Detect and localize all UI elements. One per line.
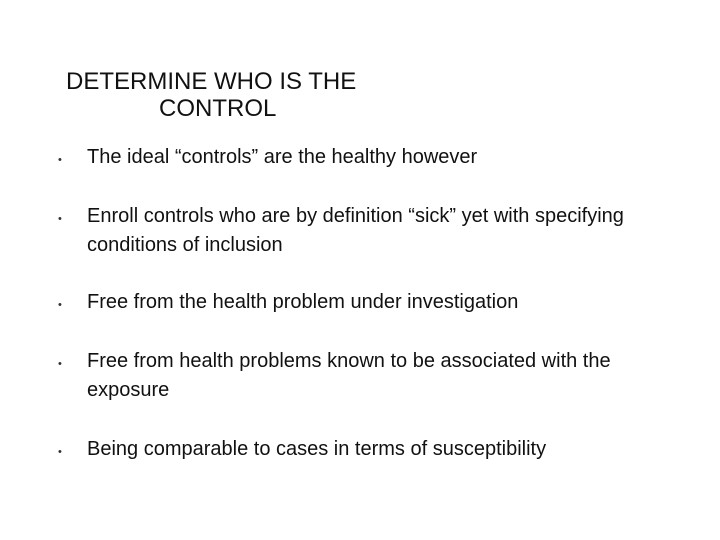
bullet-text: Free from health problems known to be associated with the exposure — [87, 350, 611, 401]
bullet-icon: • — [58, 154, 62, 166]
slide-title-line-2: CONTROL — [159, 95, 277, 122]
bullet-text: Being comparable to cases in terms of susceptibility — [87, 438, 547, 460]
bullet-text: Free from the health problem under investigation — [87, 291, 519, 313]
bullet-text: The ideal “controls” are the healthy however — [87, 146, 478, 168]
bullet-icon: • — [58, 299, 62, 311]
bullet-text: Enroll controls who are by definition “sick” yet with specifying conditions of inclusion — [87, 205, 624, 256]
slide-title-line-1: DETERMINE WHO IS THE — [66, 68, 357, 95]
bullet-icon: • — [58, 446, 62, 458]
bullet-icon: • — [58, 213, 62, 225]
bullet-icon: • — [58, 358, 62, 370]
slide-title — [66, 68, 446, 122]
